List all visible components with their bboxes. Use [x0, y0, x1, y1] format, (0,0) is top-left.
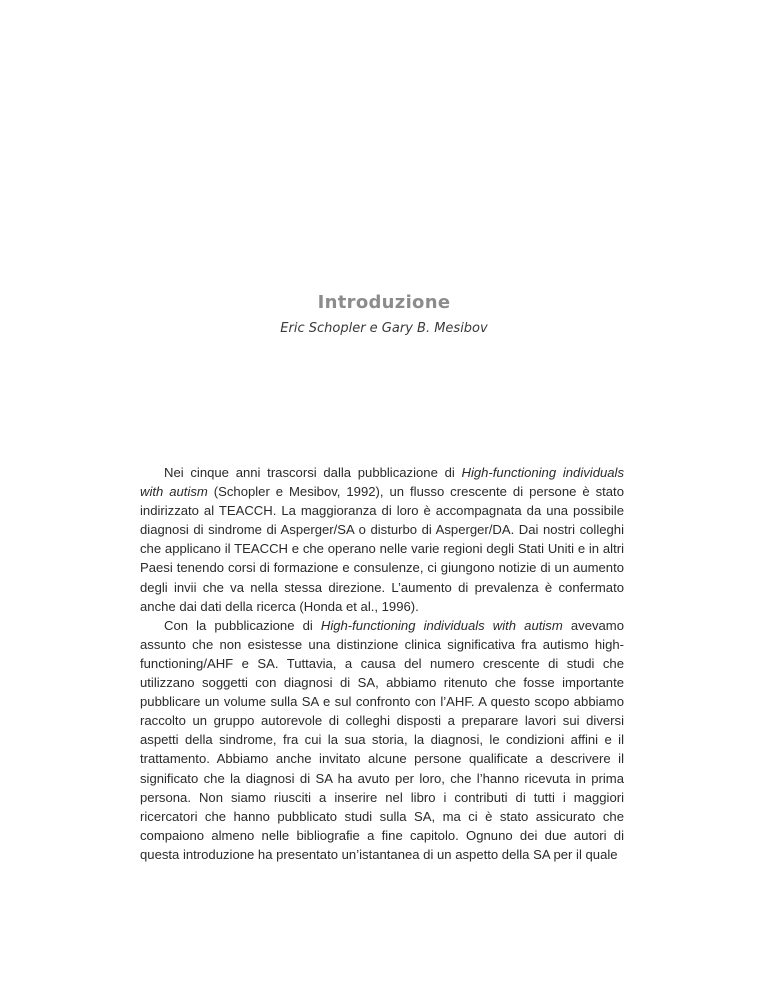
- chapter-title: Introduzione: [317, 292, 451, 313]
- paragraph-1-text-a: Nei cinque anni trascorsi dalla pubblicazione di: [164, 465, 462, 480]
- book-title-reference: High-functioning individuals with autism: [140, 465, 624, 500]
- paragraph-1: [140, 463, 624, 616]
- chapter-authors: Eric Schopler e Gary B. Mesibov: [280, 321, 488, 336]
- paragraph-1-text-b: (Schopler e Mesibov, 1992), un flusso crescente di persone è stato indirizzato al TEACCH. La maggioranza di loro è accompagnata da una possibile diagnosi di sindrome di Asperger/SA o disturbo di Asperger/DA. Dai nostri colleghi che applicano il TEACCH e che operano nelle varie regioni degli Stati Uniti e in altri Paesi tenendo corsi di formazione e consulenze, ci giungono notizie di un aumento degli invii che va nella stessa direzione. L’aumento di prevalenza è confermato anche dai dati della ricerca (Honda et al., 1996).: [140, 484, 624, 614]
- body-text: [140, 463, 624, 864]
- paragraph-2-text-a: Con la pubblicazione di: [164, 617, 321, 633]
- paragraph-2-text-b: avevamo assunto che non esistesse una distinzione clinica significativa fra autismo high-functioning/AHF e SA. Tuttavia, a causa del numero crescente di studi che utilizzano soggetti con diagnosi di SA, abbiamo ritenuto che fosse importante pubblicare un volume sulla SA e sul confronto con l’AHF. A questo scopo abbiamo raccolto un gruppo autorevole di colleghi disposti a preparare lavori sui diversi aspetti della sindrome, fra cui la sua storia, la diagnosi, le condizioni affini e il trattamento. Abbiamo anche invitato alcune persone qualificate a descrivere il significato che la diagnosi di SA ha avuto per loro, che l’hanno ricevuta in prima persona. Non siamo riusciti a inserire nel libro i contributi di tutti i maggiori ricercatori che hanno pubblicato studi sulla SA, ma ci è stato assicurato che compaiono almeno nelle bibliografie a fine capitolo. Ognuno dei due autori di questa introduzione ha presentato un’istantanea di un aspetto della SA per il quale: [140, 617, 624, 862]
- paragraph-2: [140, 616, 624, 864]
- book-title-reference: High-functioning individuals with autism: [320, 617, 563, 633]
